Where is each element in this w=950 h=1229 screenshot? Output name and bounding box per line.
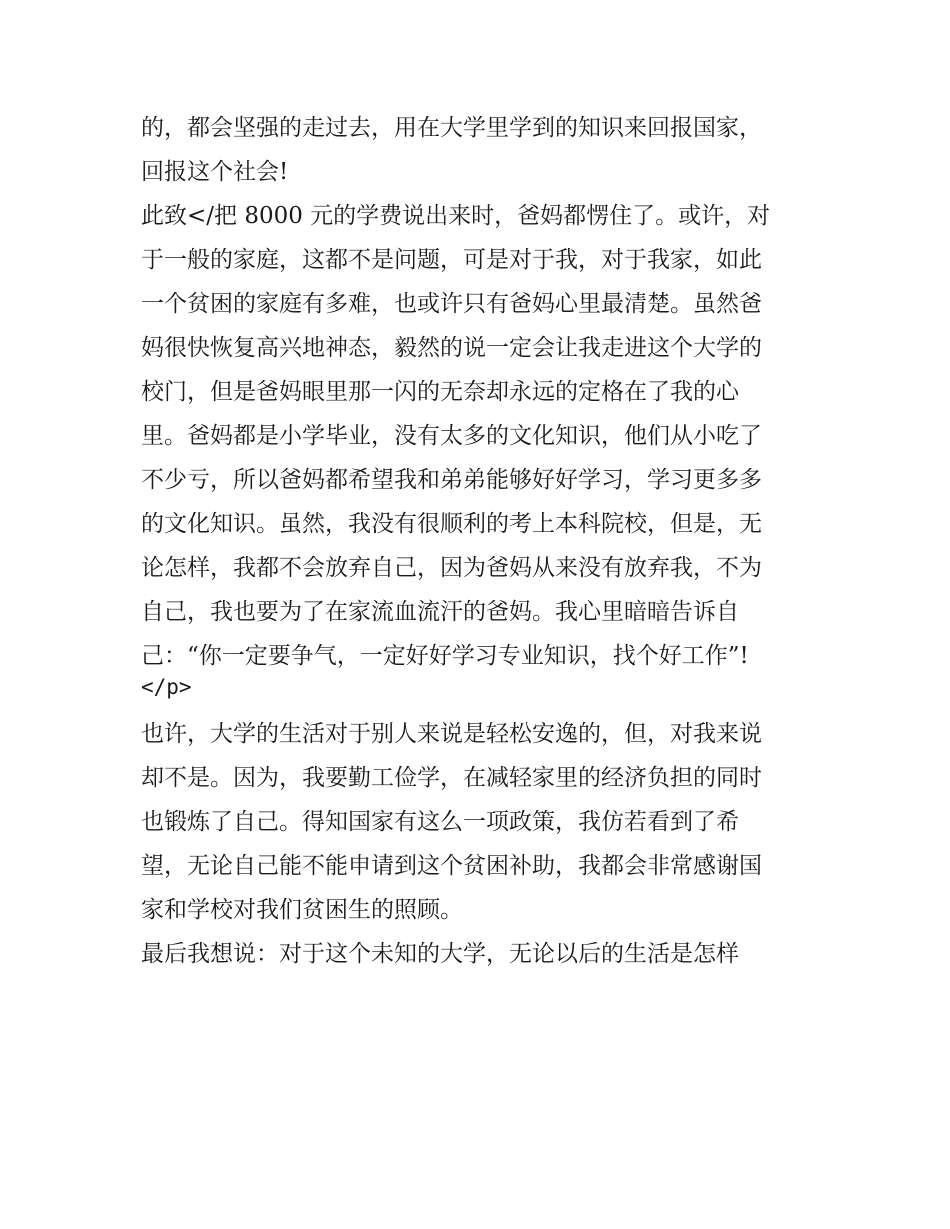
text-line: 的文化知识。虽然，我没有很顺利的考上本科院校，但是，无: [141, 511, 762, 537]
text-line: 一个贫困的家庭有多难，也或许只有爸妈心里最清楚。虽然爸: [141, 291, 762, 317]
text-line: 此致</把 8000 元的学费说出来时，爸妈都愣住了。或许，对: [141, 203, 771, 229]
text-line: 也锻炼了自己。得知国家有这么一项政策，我仿若看到了希: [141, 809, 739, 835]
body-text: [141, 106, 831, 976]
text-line: 自己，我也要为了在家流血流汗的爸妈。我心里暗暗告诉自: [141, 599, 739, 625]
text-line: 却不是。因为，我要勤工俭学，在减轻家里的经济负担的同时: [141, 765, 762, 791]
html-tag-line: </p>: [141, 675, 192, 699]
text-line: 论怎样，我都不会放弃自己，因为爸妈从来没有放弃我，不为: [141, 555, 762, 581]
text-line: 于一般的家庭，这都不是问题，可是对于我，对于我家，如此: [141, 247, 762, 273]
text-line: 校门，但是爸妈眼里那一闪的无奈却永远的定格在了我的心: [141, 379, 739, 405]
text-line: 的，都会坚强的走过去，用在大学里学到的知识来回报国家，: [141, 115, 762, 141]
text-line: 回报这个社会!: [141, 159, 289, 185]
text-line: 最后我想说：对于这个未知的大学，无论以后的生活是怎样: [141, 941, 739, 967]
text-line: 不少亏，所以爸妈都希望我和弟弟能够好好学习，学习更多多: [141, 467, 762, 493]
text-line: 里。爸妈都是小学毕业，没有太多的文化知识，他们从小吃了: [141, 423, 762, 449]
text-line: 也许，大学的生活对于别人来说是轻松安逸的，但，对我来说: [141, 721, 762, 747]
text-line: 妈很快恢复高兴地神态，毅然的说一定会让我走进这个大学的: [141, 335, 762, 361]
text-line: 望，无论自己能不能申请到这个贫困补助，我都会非常感谢国: [141, 853, 762, 879]
text-line: 己：“你一定要争气，一定好好学习专业知识，找个好工作”!: [141, 643, 749, 669]
text-line: 家和学校对我们贫困生的照顾。: [141, 897, 463, 923]
